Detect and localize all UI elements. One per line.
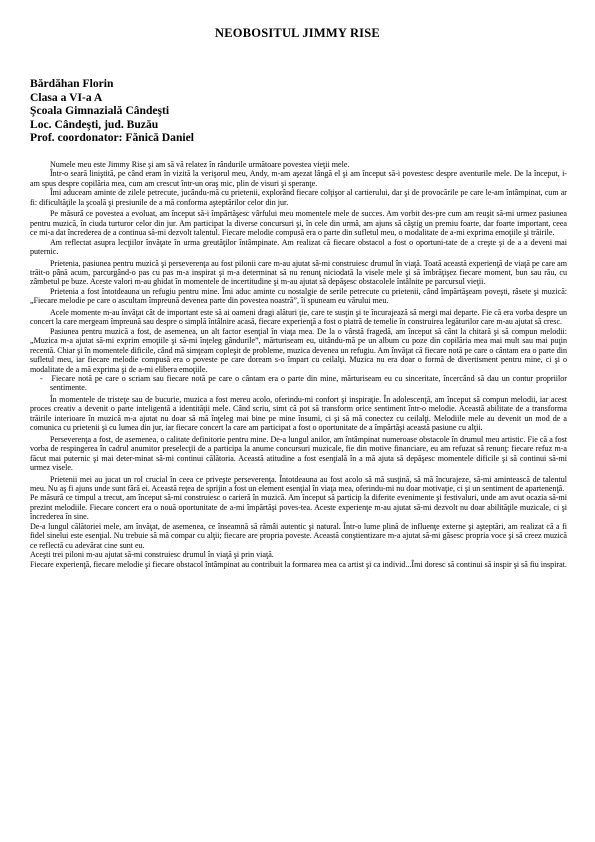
paragraph: Prietenia, pasiunea pentru muzică şi perseverenţa au fost pilonii care m-au ajutat să-mi construiesc drumul în viaţă. Toată această experienţă de viaţă pe care am trăit-o până acum, parcurgând-o pas cu pas m-a inspirat şi m-a determinat să nu renunţ niciodată la visele mele şi să îmbrăţişez fiecare moment, bun sau rău, cu zâmbetul pe buze. Aceste valori m-au ghidat în momentele de incertitudine şi m-au ajutat să depăşesc obstacolele întâlnite pe parcursul vieţii. xyxy=(30,258,567,287)
paragraph: Pe măsură ce povestea a evoluat, am început să-i împărtăşesc vârfului meu momentele mele de succes. Am vorbit des-pre cum am reuşit să-mi urmez pasiunea pentru muzică, în ciuda turturor celor din jur. Am participat la diverse concursuri şi, în cele din urmă, am ajuns să câştig un premiu foarte, dar foarte important, ceea ce mi-a dat încrederea de a continua să-mi dezvolt talentul. Fiecare melodie compusă era o parte din sufletul meu, o modalitate de a-mi exprima emoţiile şi trăirile. xyxy=(30,209,567,238)
author-block xyxy=(30,77,194,145)
paragraph: Numele meu este Jimmy Rise şi am să vă relatez în rândurile următoare povestea vieţii mele. xyxy=(50,160,350,169)
paragraph: Aceşti trei piloni m-au ajutat să-mi construiesc drumul în viaţă şi prin viaţă. xyxy=(30,550,274,560)
paragraph: Îmi aduceam aminte de zilele petrecute, jucându-mă cu prietenii, explorând fiecare colţişor al cartierului, dar şi de provocările pe care le-am întâmpinat, cum ar fi: dificultăţile la şcoală şi presiunile de a mă conforma aşteptărilor celor din jur. xyxy=(30,188,567,207)
paragraph: De-a lungul călătoriei mele, am învăţat, de asemenea, ce înseamnă să rămâi autentic şi natural. Într-o lume plină de influenţe externe şi aşteptări, am realizat că a fi fidel sinelui este esenţial. Nu trebuie să mă compar cu alţii; fiecare are propria poveste. Această conştientizare m-a ajutat să-mi găsesc propria voce şi să creez muzică ce reflectă cu adevărat cine sunt eu. xyxy=(30,521,567,550)
paragraph: Fiecare experienţă, fiecare melodie şi fiecare obstacol întâmpinat au contribuit la formarea mea ca artist şi ca individ...Îmi doresc să continui să inspir şi să fiu inspirat. xyxy=(30,559,567,569)
paragraph: Pasiunea pentru muzică a fost, de asemenea, un alt factor esenţial în viaţa mea. De la o vârstă fragedă, am început să cânt la chitară şi să compun melodii: „Muzica m-a ajutat să-mi exprim emoţiile şi să-mi înţeleg gândurile”, mărturiseam eu, uitându-mă pe un album cu poze din copilăria mea mai mult sau mai puţin recentă. Chiar şi în momentele dificile, când mă simţeam copleşit de probleme, muzica devenea un refugiu. Am învăţat că fiecare notă pe care o cântam era o parte din sufletul meu, iar fiecare melodie compusă era o poveste pe care doream s-o împart cu ceilalţi. Muzica nu era doar o formă de divertisment pentru mine, ci şi o modalitate de a mă exprima şi de a-mi elibera emoţiile. xyxy=(30,326,567,374)
paragraph: Pe măsură ce timpul a trecut, am început să-mi construiesc o carieră în muzică. Am început să particip la diferite evenimente şi festivaluri, unde am avut ocazia să-mi prezint melodiile. Fiecare concert era o nouă oportunitate de a-mi împărtăşi poves-tea. Aceste experienţe m-au ajutat să-mi dezvolt nu doar abilităţile muzicale, ci şi încrederea în sine. xyxy=(30,493,567,522)
paragraph: Am reflectat asupra lecţiilor învăţate în urma greutăţilor întâmpinate. Am realizat că fiecare obstacol a fost o oportuni-tate de a creşte şi de a a deveni mai puternic. xyxy=(30,237,567,257)
paragraph: Într-o seară liniştită, pe când eram în vizită la verişorul meu, Andy, m-am aşezat lângă el şi am început să-i povestesc despre aventurile mele. De la început, i-am spus despre copilăria mea, cum am crescut într-un oraş mic, plin de visuri şi speranţe. xyxy=(30,169,567,188)
paragraph: Prietenii mei au jucat un rol crucial în ceea ce priveşte perseverenţa. Întotdeauna au fost acolo să mă susţină, să mă încurajeze, să-mi amintească de talentul meu. Nu aş fi ajuns unde sunt fără ei. Această reţea de sprijin a fost un element esenţial în viaţa mea, oferindu-mi nu doar motivaţie, ci şi un sentiment de apartenenţă. xyxy=(30,474,567,493)
paragraph: Perseverenţa a fost, de asemenea, o calitate definitorie pentru mine. De-a lungul anilor, am întâmpinat numeroase obstacole în drumul meu artistic. Fie că a fost vorba de respingerea în cadrul anumitor preselecţii de a participa la anume concursuri muzicale, fie din motive financiare, eu am refuzat să renunţ: fiecare refuz m-a făcut mai puternic şi mai deter-minat să-mi continui călătoria. Această atitudine a fost esenţială în a mă ajuta să depăşesc momentele dificile şi să continui să-mi urmez visele. xyxy=(30,434,567,473)
author-coordinator: Prof. coordonator: Fănică Daniel xyxy=(30,131,195,145)
paragraph: În momentele de tristeţe sau de bucurie, muzica a fost mereu acolo, oferindu-mi confort şi inspiraţie. În adolescenţă, am început să compun melodii, iar acest proces creativ a devenit o parte inteligentă a identităţii mele. Când scriu, simt că pot să transform orice sentiment într-o melodie. Această abilitate de a transforma trăirile interioare în muzică m-a ajutat nu doar să mă înţeleg mai bine pe mine însumi, ci şi să mă conectez cu ceilalţi. Melodiile mele au devenit un mod de a comunica cu prietenii şi cu lumea din jur, iar fiecare concert la care am participat a fost o oportunitate de a împărtăşi această pasiune cu alţii. xyxy=(30,394,567,433)
author-location: Loc. Cândeşti, jud. Buzău xyxy=(30,117,159,131)
paragraph: Prietenia a fost întotdeauna un refugiu pentru mine. Îmi aduc aminte cu nostalgie de serile petrecute cu prietenii, când împărtăşeam poveşti, râsete şi muzică: „Fiecare melodie pe care o ascultam împreună devenea parte din povestea noastră”, îi spuneam eu vărului meu. xyxy=(30,286,567,306)
list-item xyxy=(30,374,567,393)
list-item-text: Fiecare notă pe care o scriam sau fiecare notă pe care o cântam era o parte din mine, mărturiseam eu cu sinceritate, încercând să dau un contur propriilor sentimente. xyxy=(50,373,567,393)
author-class: Clasa a VI-a A xyxy=(30,90,103,104)
author-school: Şcoala Gimnazială Cândeşti xyxy=(30,104,170,118)
author-name: Bărdăhan Florin xyxy=(30,77,114,90)
document-title: NEOBOSITUL JIMMY RISE xyxy=(215,26,380,40)
document-body xyxy=(30,160,567,569)
paragraph: Acele momente m-au învăţat cât de important este să ai oameni dragi alături ţie, care te susţin şi te încurajează să mergi mai departe. Fie că era vorba despre un concert la care mergeam împreună sau despre o simplă întâlnire acasă, fiecare experienţă a fost o piatră de temelie în construirea legăturilor care m-au ajutat să cresc. xyxy=(30,307,567,327)
list-marker: - xyxy=(40,373,43,383)
